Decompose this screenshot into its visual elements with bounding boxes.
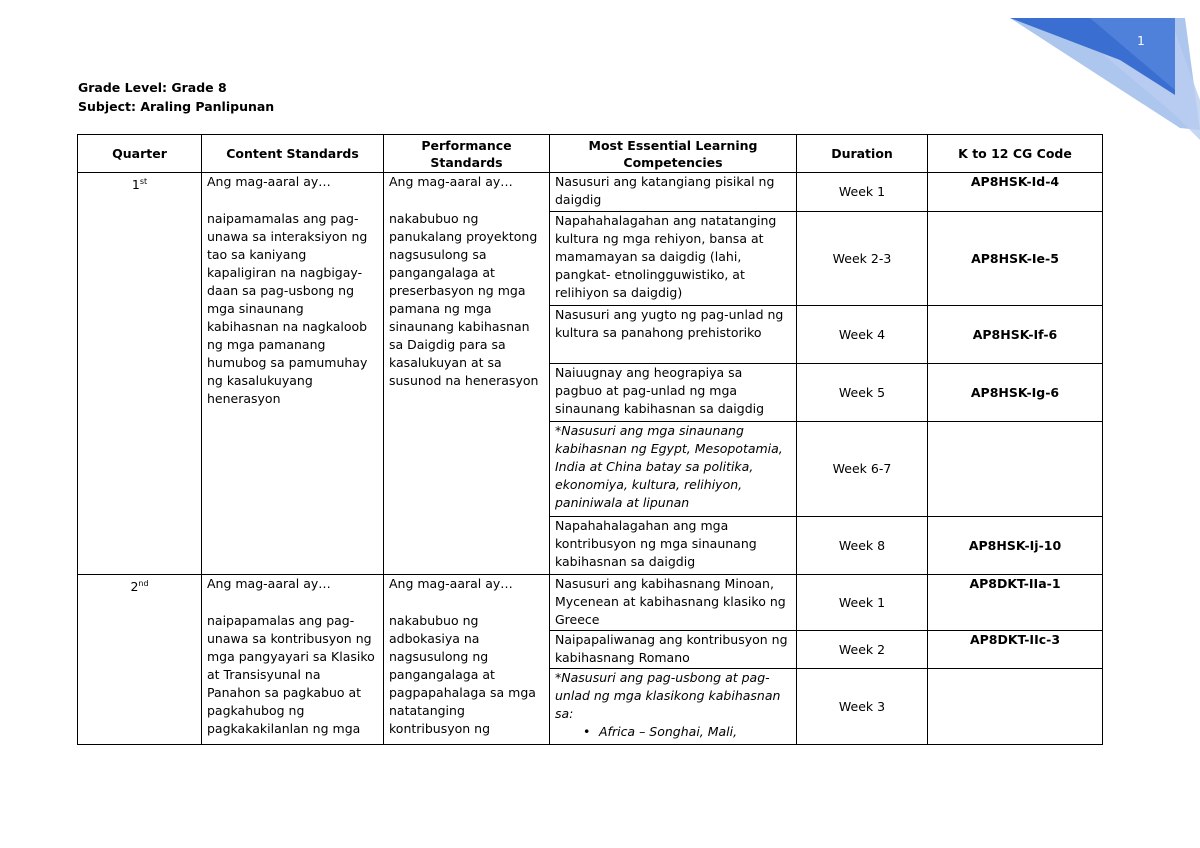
content-body: naipapamalas ang pag-unawa sa kontribusyon ng mga pangyayari sa Klasiko at Transisyunal na Panahon sa pagkabuo at pagkahubog ng pagkakakilanlan ng mga xyxy=(207,613,375,736)
competency-cell xyxy=(550,669,797,745)
table-row xyxy=(78,575,1103,631)
duration-cell: Week 5 xyxy=(797,364,928,422)
quarter-cell: 1st xyxy=(78,173,202,575)
performance-intro: Ang mag-aaral ay… xyxy=(389,576,513,591)
cg-code-cell: AP8DKT-IIc-3 xyxy=(928,631,1103,669)
cg-code-cell: AP8HSK-If-6 xyxy=(928,306,1103,364)
duration-cell: Week 2 xyxy=(797,631,928,669)
page-number: 1 xyxy=(1137,34,1145,48)
competency-cell: Naiuugnay ang heograpiya sa pagbuo at pag-unlad ng mga sinaunang kabihasnan sa daigdig xyxy=(550,364,797,422)
competency-text: *Nasusuri ang pag-usbong at pag-unlad ng mga klasikong kabihasnan sa: xyxy=(555,670,781,721)
header-duration: Duration xyxy=(797,135,928,173)
performance-intro: Ang mag-aaral ay… xyxy=(389,174,513,189)
bullet-icon: • xyxy=(583,724,591,739)
corner-decoration xyxy=(1000,0,1200,140)
cg-code-cell: AP8HSK-Ig-6 xyxy=(928,364,1103,422)
duration-cell: Week 1 xyxy=(797,575,928,631)
duration-cell: Week 4 xyxy=(797,306,928,364)
performance-standards-cell xyxy=(384,173,550,575)
table-row xyxy=(78,173,1103,212)
competency-cell: Nasusuri ang katangiang pisikal ng daigdig xyxy=(550,173,797,212)
duration-cell: Week 3 xyxy=(797,669,928,745)
curriculum-table xyxy=(77,134,1103,745)
performance-standards-cell xyxy=(384,575,550,745)
competency-cell: Naipapaliwanag ang kontribusyon ng kabihasnang Romano xyxy=(550,631,797,669)
performance-body: nakabubuo ng adbokasiya na nagsusulong ng pangangalaga at pagpapahalaga sa mga natatanging kontribusyon ng xyxy=(389,613,536,736)
cg-code-cell xyxy=(928,422,1103,517)
header-quarter: Quarter xyxy=(78,135,202,173)
header-cg-code: K to 12 CG Code xyxy=(928,135,1103,173)
content-body: naipamamalas ang pag-unawa sa interaksiyon ng tao sa kaniyang kapaligiran na nagbigay-daan sa pag-usbong ng mga sinaunang kabihasnan na nagkaloob ng mga pamanang humubog sa pamumuhay ng kasalukuyang henerasyon xyxy=(207,211,368,406)
duration-cell: Week 6-7 xyxy=(797,422,928,517)
competency-cell: Napahahalagahan ang mga kontribusyon ng mga sinaunang kabihasnan sa daigdig xyxy=(550,517,797,575)
header-content-standards: Content Standards xyxy=(202,135,384,173)
header-melc: Most Essential Learning Competencies xyxy=(550,135,797,173)
cg-code-cell: AP8HSK-Ie-5 xyxy=(928,212,1103,306)
header-performance-standards: Performance Standards xyxy=(384,135,550,173)
subject: Subject: Araling Panlipunan xyxy=(78,99,275,114)
content-standards-cell xyxy=(202,575,384,745)
duration-cell: Week 2-3 xyxy=(797,212,928,306)
cg-code-cell: AP8HSK-Ij-10 xyxy=(928,517,1103,575)
content-intro: Ang mag-aaral ay… xyxy=(207,174,331,189)
competency-cell: *Nasusuri ang mga sinaunang kabihasnan ng Egypt, Mesopotamia, India at China batay sa politika, ekonomiya, kultura, relihiyon, paniniwala at lipunan xyxy=(550,422,797,517)
performance-body: nakabubuo ng panukalang proyektong nagsusulong sa pangangalaga at preserbasyon ng mga pamana ng mga sinaunang kabihasnan sa Daigdig para sa kasalukuyan at sa susunod na henerasyon xyxy=(389,211,539,388)
cg-code-cell: AP8DKT-IIa-1 xyxy=(928,575,1103,631)
competency-cell: Nasusuri ang yugto ng pag-unlad ng kultura sa panahong prehistoriko xyxy=(550,306,797,364)
cg-code-cell: AP8HSK-Id-4 xyxy=(928,173,1103,212)
grade-level: Grade Level: Grade 8 xyxy=(78,80,227,95)
competency-cell: Napahahalagahan ang natatanging kultura ng mga rehiyon, bansa at mamamayan sa daigdig (lahi, pangkat- etnolingguwistiko, at relihiyon sa daigdig) xyxy=(550,212,797,306)
cg-code-cell xyxy=(928,669,1103,745)
duration-cell: Week 8 xyxy=(797,517,928,575)
bullet-item: • Africa – Songhai, Mali, xyxy=(583,724,738,739)
content-intro: Ang mag-aaral ay… xyxy=(207,576,331,591)
content-standards-cell xyxy=(202,173,384,575)
quarter-cell: 2nd xyxy=(78,575,202,745)
table-header-row xyxy=(78,135,1103,173)
duration-cell: Week 1 xyxy=(797,173,928,212)
competency-cell: Nasusuri ang kabihasnang Minoan, Mycenean at kabihasnang klasiko ng Greece xyxy=(550,575,797,631)
